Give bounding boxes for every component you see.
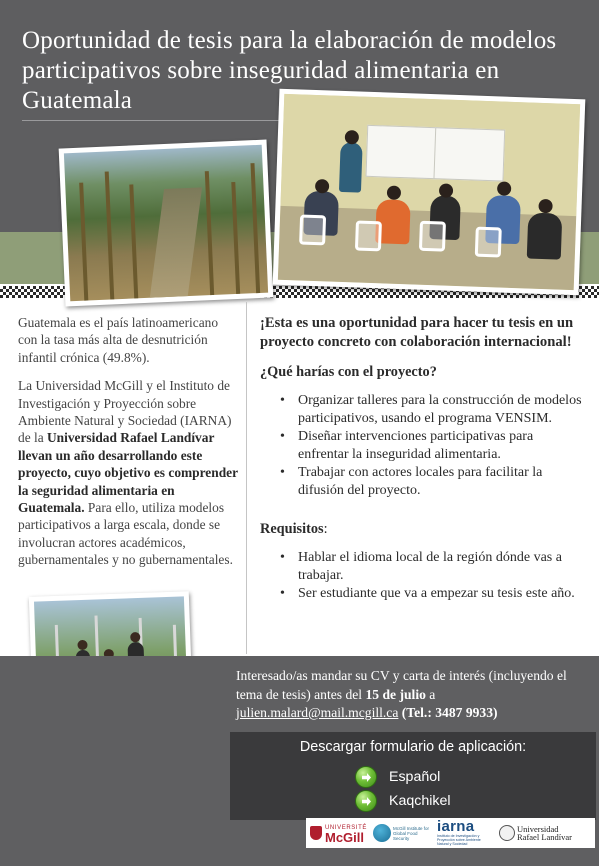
- university-seal-icon: [499, 825, 515, 841]
- arrow-right-circle-icon: [355, 766, 377, 788]
- download-spanish-link[interactable]: [355, 766, 440, 788]
- list-item: • Trabajar con actores locales para facilitar la difusión del proyecto.: [278, 464, 585, 500]
- mcgill-logo: UNIVERSITÉ McGill: [310, 824, 367, 842]
- question-heading: ¿Qué harías con el proyecto?: [260, 364, 437, 380]
- list-item: • Ser estudiante que va a empezar su tesis este año.: [278, 585, 585, 603]
- download-kaqchikel-link[interactable]: [355, 790, 451, 812]
- requirements-heading: Requisitos:: [260, 521, 328, 537]
- requirements-list: [278, 549, 585, 603]
- food-security-institute-logo: McGill Institute for Global Food Security: [373, 824, 431, 842]
- url-logo: Universidad Rafael Landívar: [499, 825, 572, 842]
- opportunity-column: [260, 314, 585, 623]
- iarna-logo: iarna Instituto de Investigación y Proyección sobre Ambiente Natural y Sociedad: [437, 818, 481, 846]
- arrow-right-circle-icon: [355, 790, 377, 812]
- page-title: Oportunidad de tesis para la elaboración de modelos participativos sobre inseguridad alimentaria en Guatemala: [22, 27, 557, 114]
- workshop-image: [278, 94, 580, 290]
- intro-paragraph: Guatemala es el país latinoamericano con la tasa más alta de desnutrición infantil crónica (49.8%).: [18, 315, 219, 365]
- list-item: • Hablar el idioma local de la región dónde vas a trabajar.: [278, 549, 585, 585]
- task-list: [278, 392, 585, 500]
- globe-icon: [373, 824, 391, 842]
- list-item: • Organizar talleres para la construcción de modelos participativos, usando el programa VENSIM.: [278, 392, 585, 428]
- mcgill-crest-icon: [310, 826, 322, 840]
- email-link[interactable]: julien.malard@mail.mcgill.ca: [236, 705, 399, 720]
- partner-logos: [306, 818, 595, 848]
- list-item: • Diseñar intervenciones participativas para enfrentar la inseguridad alimentaria.: [278, 428, 585, 464]
- contact-info: Interesado/as mandar su CV y carta de interés (incluyendo el tema de tesis) antes del 15 de julio a julien.malard@mail.mcgill.ca (Tel.: 3487 9933): [236, 668, 567, 720]
- cornfield-photo: [59, 140, 274, 307]
- download-box: [230, 732, 596, 820]
- opportunity-headline: ¡Esta es una oportunidad para hacer tu tesis en un proyecto concreto con colaboración internacional!: [260, 315, 574, 350]
- download-title: Descargar formulario de aplicación:: [299, 739, 527, 755]
- project-goal-bold: Universidad Rafael Landívar llevan un año desarrollando este proyecto, cuyo objetivo es comprender la seguridad alimentaria en Guatemala.: [18, 430, 238, 516]
- deadline: 15 de julio: [365, 686, 426, 702]
- column-divider: [246, 302, 247, 654]
- intro-column: [18, 314, 240, 580]
- download-link-label: Español: [389, 769, 441, 785]
- workshop-photo: [273, 89, 586, 296]
- phone-number: (Tel.: 3487 9933): [398, 705, 498, 720]
- download-link-label: Kaqchikel: [389, 793, 451, 809]
- cornfield-image: [64, 145, 268, 301]
- project-paragraph: La Universidad McGill y el Instituto de Investigación y Proyección sobre Ambiente Natural y Sociedad (IARNA) de la Universidad Rafael Landívar llevan un año desarrollando este proyecto, cuyo objetivo es comprender la seguridad alimentaria en Guatemala. Para ello, utiliza modelos participativos a larga escala, donde se involucran actores académicos, gubernamentales y no gubernamentales.: [18, 378, 238, 568]
